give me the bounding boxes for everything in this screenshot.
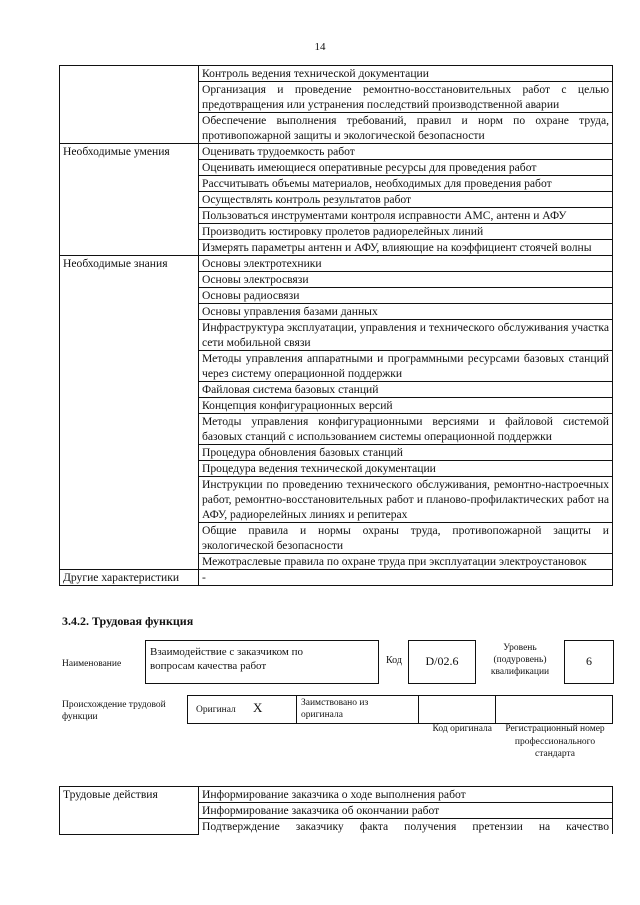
level-box — [564, 640, 614, 684]
list-item: Оценивать имеющиеся оперативные ресурсы для проведения работ — [199, 160, 613, 176]
level-value: 6 — [586, 654, 592, 668]
divider — [612, 695, 613, 723]
code-label: Код — [386, 655, 402, 666]
table-row — [60, 66, 613, 82]
table-row — [60, 787, 613, 803]
other-label: Другие характеристики — [60, 570, 199, 586]
list-item: Осуществлять контроль результатов работ — [199, 192, 613, 208]
list-item: Рассчитывать объемы материалов, необходимых для проведения работ — [199, 176, 613, 192]
code-caption: Код оригинала — [432, 724, 492, 734]
skills-label: Необходимые умения — [60, 144, 199, 256]
actions-label: Трудовые действия — [60, 787, 199, 835]
divider — [418, 695, 419, 723]
reg-caption: Регистрационный номер профессионального стандарта — [505, 724, 605, 759]
list-item: Межотраслевые правила по охране труда при эксплуатации электроустановок — [199, 554, 613, 570]
list-item: Файловая система базовых станций — [199, 382, 613, 398]
list-item: Методы управления конфигурационными версиями и файловой системой базовых станций с использованием системы операционной поддержки — [199, 414, 613, 445]
list-item: Процедура обновления базовых станций — [199, 445, 613, 461]
name-label: Наименование — [62, 659, 122, 669]
list-item: Производить юстировку пролетов радиорелейных линий — [199, 224, 613, 240]
competency-table — [59, 65, 613, 586]
list-item: Пользоваться инструментами контроля исправности АМС, антенн и АФУ — [199, 208, 613, 224]
table-row — [60, 144, 613, 160]
divider — [296, 695, 297, 723]
list-item: Информирование заказчика о ходе выполнения работ — [199, 787, 613, 803]
list-item: Концепция конфигурационных версий — [199, 398, 613, 414]
list-item: Информирование заказчика об окончании работ — [199, 803, 613, 819]
empty-label-cell — [60, 66, 199, 144]
list-item: Обеспечение выполнения требований, правил и норм по охране труда, противопожарной защиты и экологической безопасности — [199, 113, 613, 144]
borrowed-label: Заимствовано из оригинала — [301, 698, 369, 720]
origin-label: Происхождение трудовой функции — [62, 700, 166, 722]
list-item: Подтверждение заказчику факта получения претензии на качество — [199, 819, 613, 835]
list-item: Процедура ведения технической документации — [199, 461, 613, 477]
section-title: 3.4.2. Трудовая функция — [62, 614, 194, 628]
table-row — [60, 256, 613, 272]
function-name: Взаимодействие с заказчиком по вопросам качества работ — [150, 646, 304, 672]
list-item: Контроль ведения технической документации — [199, 66, 613, 82]
divider — [495, 695, 496, 723]
actions-table — [59, 786, 613, 835]
list-item: Методы управления аппаратными и программными ресурсами базовых станций через систему операционной поддержки — [199, 351, 613, 382]
page-number: 14 — [314, 41, 326, 53]
original-label: Оригинал — [196, 705, 236, 715]
list-item: Организация и проведение ремонтно-восстановительных работ с целью предотвращения или устранения последствий производственной аварии — [199, 82, 613, 113]
list-item: Общие правила и нормы охраны труда, противопожарной защиты и экологической безопасности — [199, 523, 613, 554]
list-item: Основы радиосвязи — [199, 288, 613, 304]
name-box — [145, 640, 379, 684]
list-item: Инструкции по проведению технического обслуживания, ремонтно-настроечных работ, ремонтно-восстановительных работ и планово-профилактических работ на АФУ, радиорелейных линиях и репитерах — [199, 477, 613, 523]
level-label: Уровень (подуровень) квалификации — [490, 643, 550, 677]
table-row — [60, 570, 613, 586]
code-value: D/02.6 — [425, 654, 459, 668]
original-mark: X — [253, 700, 263, 715]
list-item: Оценивать трудоемкость работ — [199, 144, 613, 160]
list-item: Инфраструктура эксплуатации, управления и технического обслуживания участка сети мобильной связи — [199, 320, 613, 351]
other-value: - — [199, 570, 613, 586]
list-item: Измерять параметры антенн и АФУ, влияющие на коэффициент стоячей волны — [199, 240, 613, 256]
list-item: Основы электротехники — [199, 256, 613, 272]
knowledge-label: Необходимые знания — [60, 256, 199, 570]
list-item: Основы управления базами данных — [199, 304, 613, 320]
code-box — [408, 640, 476, 684]
list-item: Основы электросвязи — [199, 272, 613, 288]
